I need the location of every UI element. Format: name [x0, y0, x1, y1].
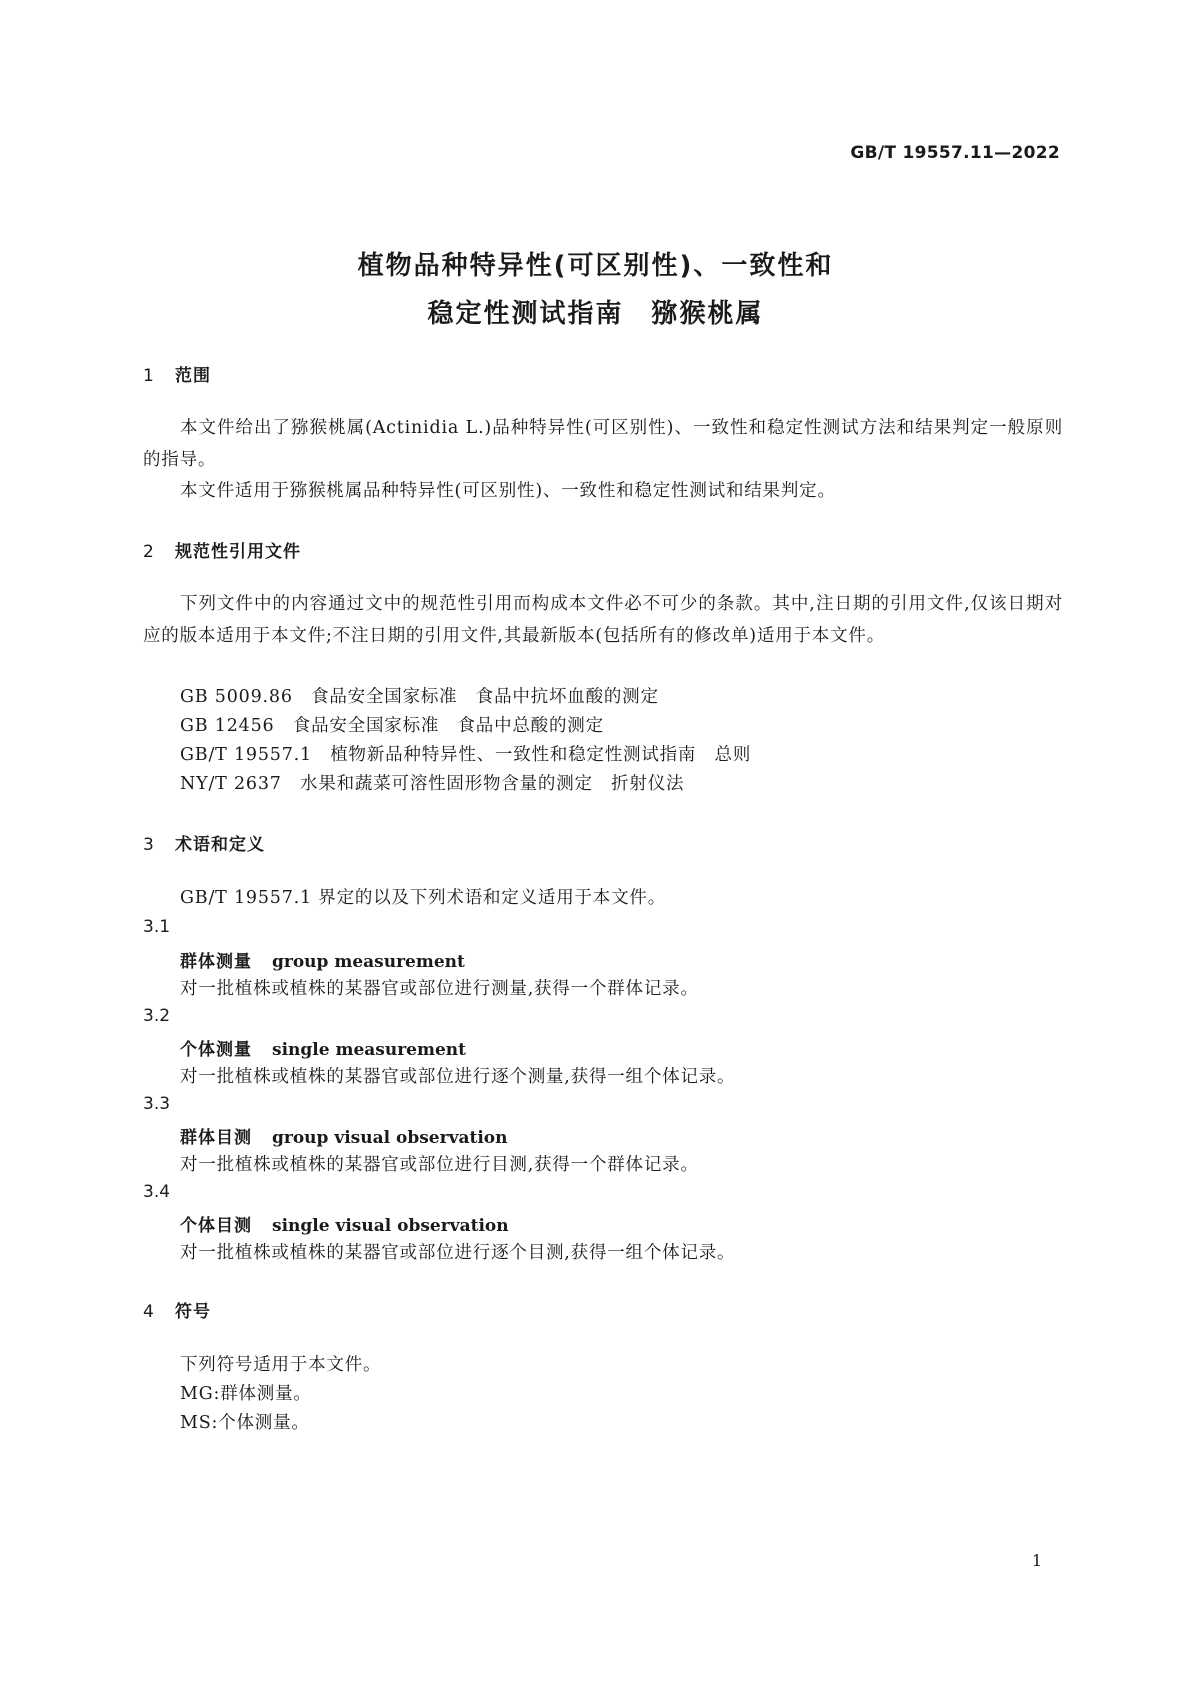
term-english: group measurement [272, 952, 465, 972]
section-1-paragraph-1: 本文件给出了猕猴桃属(Actinidia L.)品种特异性(可区别性)、一致性和稳定性测试方法和结果判定一般原则的指导。 [143, 418, 1063, 470]
section-title: 符号 [175, 1302, 211, 1322]
term-number: 3.4 [143, 1182, 171, 1202]
page-number: 1 [1031, 1551, 1042, 1570]
term-english: group visual observation [272, 1128, 508, 1148]
reference-item: NY/T 2637 水果和蔬菜可溶性固形物含量的测定 折射仪法 [180, 774, 685, 794]
term-title [180, 1035, 466, 1060]
title-line-1: 植物品种特异性(可区别性)、一致性和 [357, 251, 834, 281]
term-chinese: 群体目测 [180, 1128, 252, 1148]
section-number: 2 [143, 542, 155, 562]
term-title [180, 947, 465, 972]
reference-item: GB/T 19557.1 植物新品种特异性、一致性和稳定性测试指南 总则 [180, 745, 752, 765]
section-title: 范围 [175, 366, 211, 386]
term-title [180, 1211, 509, 1236]
term-definition: 对一批植株或植株的某器官或部位进行测量,获得一个群体记录。 [180, 979, 699, 999]
section-2-heading [143, 537, 301, 562]
section-3-heading [143, 830, 265, 855]
term-definition: 对一批植株或植株的某器官或部位进行逐个目测,获得一组个体记录。 [180, 1243, 736, 1263]
term-number: 3.1 [143, 917, 171, 937]
term-english: single measurement [272, 1040, 467, 1060]
term-number: 3.3 [143, 1094, 171, 1114]
term-chinese: 个体测量 [180, 1040, 252, 1060]
symbol-line: MG:群体测量。 [180, 1384, 312, 1404]
section-2-paragraph-1: 下列文件中的内容通过文中的规范性引用而构成本文件必不可少的条款。其中,注日期的引用文件,仅该日期对应的版本适用于本文件;不注日期的引用文件,其最新版本(包括所有的修改单)适用于本文件。 [143, 594, 1063, 646]
term-english: single visual observation [272, 1216, 509, 1236]
term-chinese: 个体目测 [180, 1216, 252, 1236]
section-3-intro: GB/T 19557.1 界定的以及下列术语和定义适用于本文件。 [180, 888, 666, 908]
symbol-line: 下列符号适用于本文件。 [180, 1355, 382, 1375]
section-1-heading [143, 361, 211, 386]
document-code: GB/T 19557.11—2022 [850, 143, 1060, 163]
term-definition: 对一批植株或植株的某器官或部位进行目测,获得一个群体记录。 [180, 1155, 699, 1175]
section-title: 规范性引用文件 [175, 542, 301, 562]
symbol-line: MS:个体测量。 [180, 1413, 310, 1433]
section-number: 1 [143, 366, 155, 386]
section-title: 术语和定义 [175, 835, 265, 855]
section-4-heading [143, 1297, 211, 1322]
document-title [0, 242, 1191, 338]
reference-item: GB 12456 食品安全国家标准 食品中总酸的测定 [180, 716, 604, 736]
term-definition: 对一批植株或植株的某器官或部位进行逐个测量,获得一组个体记录。 [180, 1067, 736, 1087]
section-1-paragraph-2: 本文件适用于猕猴桃属品种特异性(可区别性)、一致性和稳定性测试和结果判定。 [180, 481, 836, 501]
term-number: 3.2 [143, 1006, 171, 1026]
title-line-2: 稳定性测试指南 猕猴桃属 [427, 299, 764, 329]
section-number: 3 [143, 835, 155, 855]
reference-item: GB 5009.86 食品安全国家标准 食品中抗坏血酸的测定 [180, 687, 659, 707]
section-number: 4 [143, 1302, 155, 1322]
term-chinese: 群体测量 [180, 952, 252, 972]
term-title [180, 1123, 507, 1148]
